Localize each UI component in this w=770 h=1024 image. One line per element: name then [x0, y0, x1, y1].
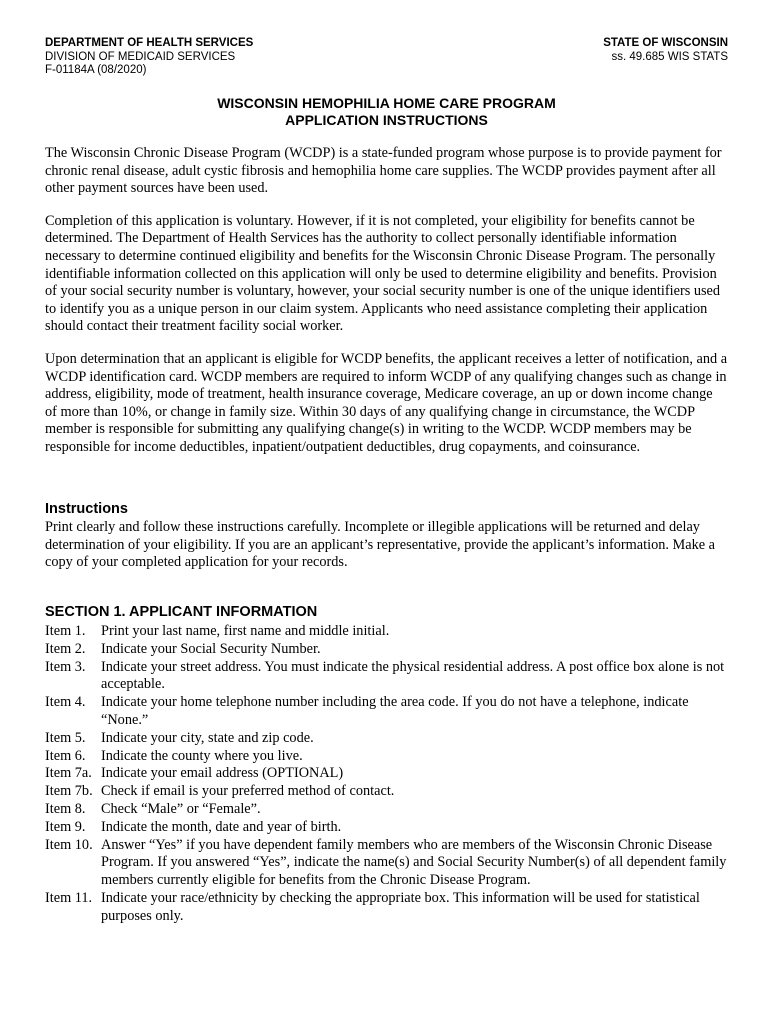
- item-number: Item 7a.: [45, 765, 92, 782]
- list-item: [45, 659, 728, 695]
- list-item: [45, 890, 728, 926]
- list-item: [45, 694, 728, 730]
- item-number: Item 5.: [45, 729, 86, 746]
- division-name: DIVISION OF MEDICAID SERVICES: [45, 50, 236, 63]
- item-number: Item 7b.: [45, 783, 93, 800]
- list-item: [45, 623, 728, 641]
- item-number: Item 2.: [45, 640, 86, 657]
- list-item: [45, 641, 728, 659]
- item-number: Item 11.: [45, 889, 93, 906]
- form-number: F-01184A (08/2020): [45, 64, 147, 76]
- instructions-heading: Instructions: [45, 501, 128, 517]
- intro-paragraphs: [45, 145, 728, 472]
- list-item: [45, 730, 728, 748]
- paragraph-voluntary-completion: Completion of this application is voluntary. However, if it is not completed, your eligibility for benefits cannot be determined. The Department of Health Services has the authority to collect personally identifiable information necessary to determine continued eligibility and benefits for the Wisconsin Chronic Disease Program. The personally identifiable information collected on this application will only be used to determine eligibility and benefits. Provision of your social security number is voluntary, however, your social security number is one of the unique identifiers used to identify you as a unique person in our claim system. Applicants who need assistance completing their application should contact their treatment facility social worker.: [45, 212, 721, 335]
- item-text: Check “Male” or “Female”.: [101, 800, 261, 817]
- item-number: Item 6.: [45, 747, 86, 764]
- item-text: Indicate your street address. You must indicate the physical residential address. A post office box alone is not acceptable.: [101, 658, 725, 693]
- instructions-text-block: [45, 519, 728, 587]
- document-title: [45, 95, 728, 129]
- list-item: [45, 819, 728, 837]
- list-item: [45, 765, 728, 783]
- item-text: Indicate your email address (OPTIONAL): [101, 765, 344, 782]
- paragraph-program-purpose: The Wisconsin Chronic Disease Program (WCDP) is a state-funded program whose purpose is to provide payment for chronic renal disease, adult cystic fibrosis and hemophilia home care supplies. The WCDP provides payment after all other payment sources have been used.: [45, 145, 722, 197]
- state-name: STATE OF WISCONSIN: [603, 37, 728, 49]
- list-item: [45, 748, 728, 766]
- item-text: Indicate your race/ethnicity by checking the appropriate box. This information will be used for statistical purposes only.: [101, 889, 700, 924]
- item-text: Print your last name, first name and middle initial.: [101, 623, 390, 639]
- list-item: [45, 801, 728, 819]
- item-text: Indicate your home telephone number including the area code. If you do not have a telephone, indicate “None.”: [101, 694, 689, 728]
- item-text: Check if email is your preferred method of contact.: [101, 783, 395, 800]
- section-1-heading: SECTION 1. APPLICANT INFORMATION: [45, 604, 318, 620]
- item-number: Item 9.: [45, 818, 86, 835]
- item-text: Indicate the month, date and year of birth.: [101, 818, 342, 835]
- item-number: Item 10.: [45, 836, 93, 853]
- item-number: Item 4.: [45, 694, 86, 711]
- header-left: [45, 37, 253, 78]
- title-line-1: WISCONSIN HEMOPHILIA HOME CARE PROGRAM: [217, 95, 556, 111]
- department-name: DEPARTMENT OF HEALTH SERVICES: [45, 37, 254, 49]
- section-1-items: [45, 623, 728, 926]
- item-number: Item 1.: [45, 623, 86, 639]
- item-text: Indicate the county where you live.: [101, 747, 303, 764]
- item-text: Answer “Yes” if you have dependent family members who are members of the Wisconsin Chronic Disease Program. If you answered “Yes”, indicate the name(s) and Social Security Number(s) of all dependent family members currently eligible for benefits from the Chronic Disease Program.: [101, 836, 727, 889]
- paragraph-eligibility-notification: Upon determination that an applicant is eligible for WCDP benefits, the applicant receives a letter of notification, and a WCDP identification card. WCDP members are required to inform WCDP of any qualifying changes such as change in address, eligibility, mode of treatment, health insurance coverage, Medicare coverage, an up or down income change of more than 10%, or change in family size. Within 30 days of any qualifying change in circumstance, the WCDP member is responsible for submitting any qualifying change(s) in writing to the WCDP. WCDP members may be responsible for income deductibles, inpatient/outpatient deductibles, drug copayments, and coinsurance.: [45, 350, 728, 455]
- item-text: Indicate your Social Security Number.: [101, 640, 321, 657]
- title-line-2: APPLICATION INSTRUCTIONS: [285, 112, 488, 128]
- item-text: Indicate your city, state and zip code.: [101, 729, 314, 746]
- list-item: [45, 783, 728, 801]
- header-right: [603, 37, 728, 64]
- item-number: Item 8.: [45, 800, 86, 817]
- item-number: Item 3.: [45, 658, 86, 675]
- instructions-text: Print clearly and follow these instructions carefully. Incomplete or illegible applications will be returned and delay determination of your eligibility. If you are an applicant’s representative, provide the applicant’s information. Make a copy of your completed application for your records.: [45, 519, 716, 571]
- list-item: [45, 837, 728, 890]
- statute-reference: ss. 49.685 WIS STATS: [611, 50, 728, 63]
